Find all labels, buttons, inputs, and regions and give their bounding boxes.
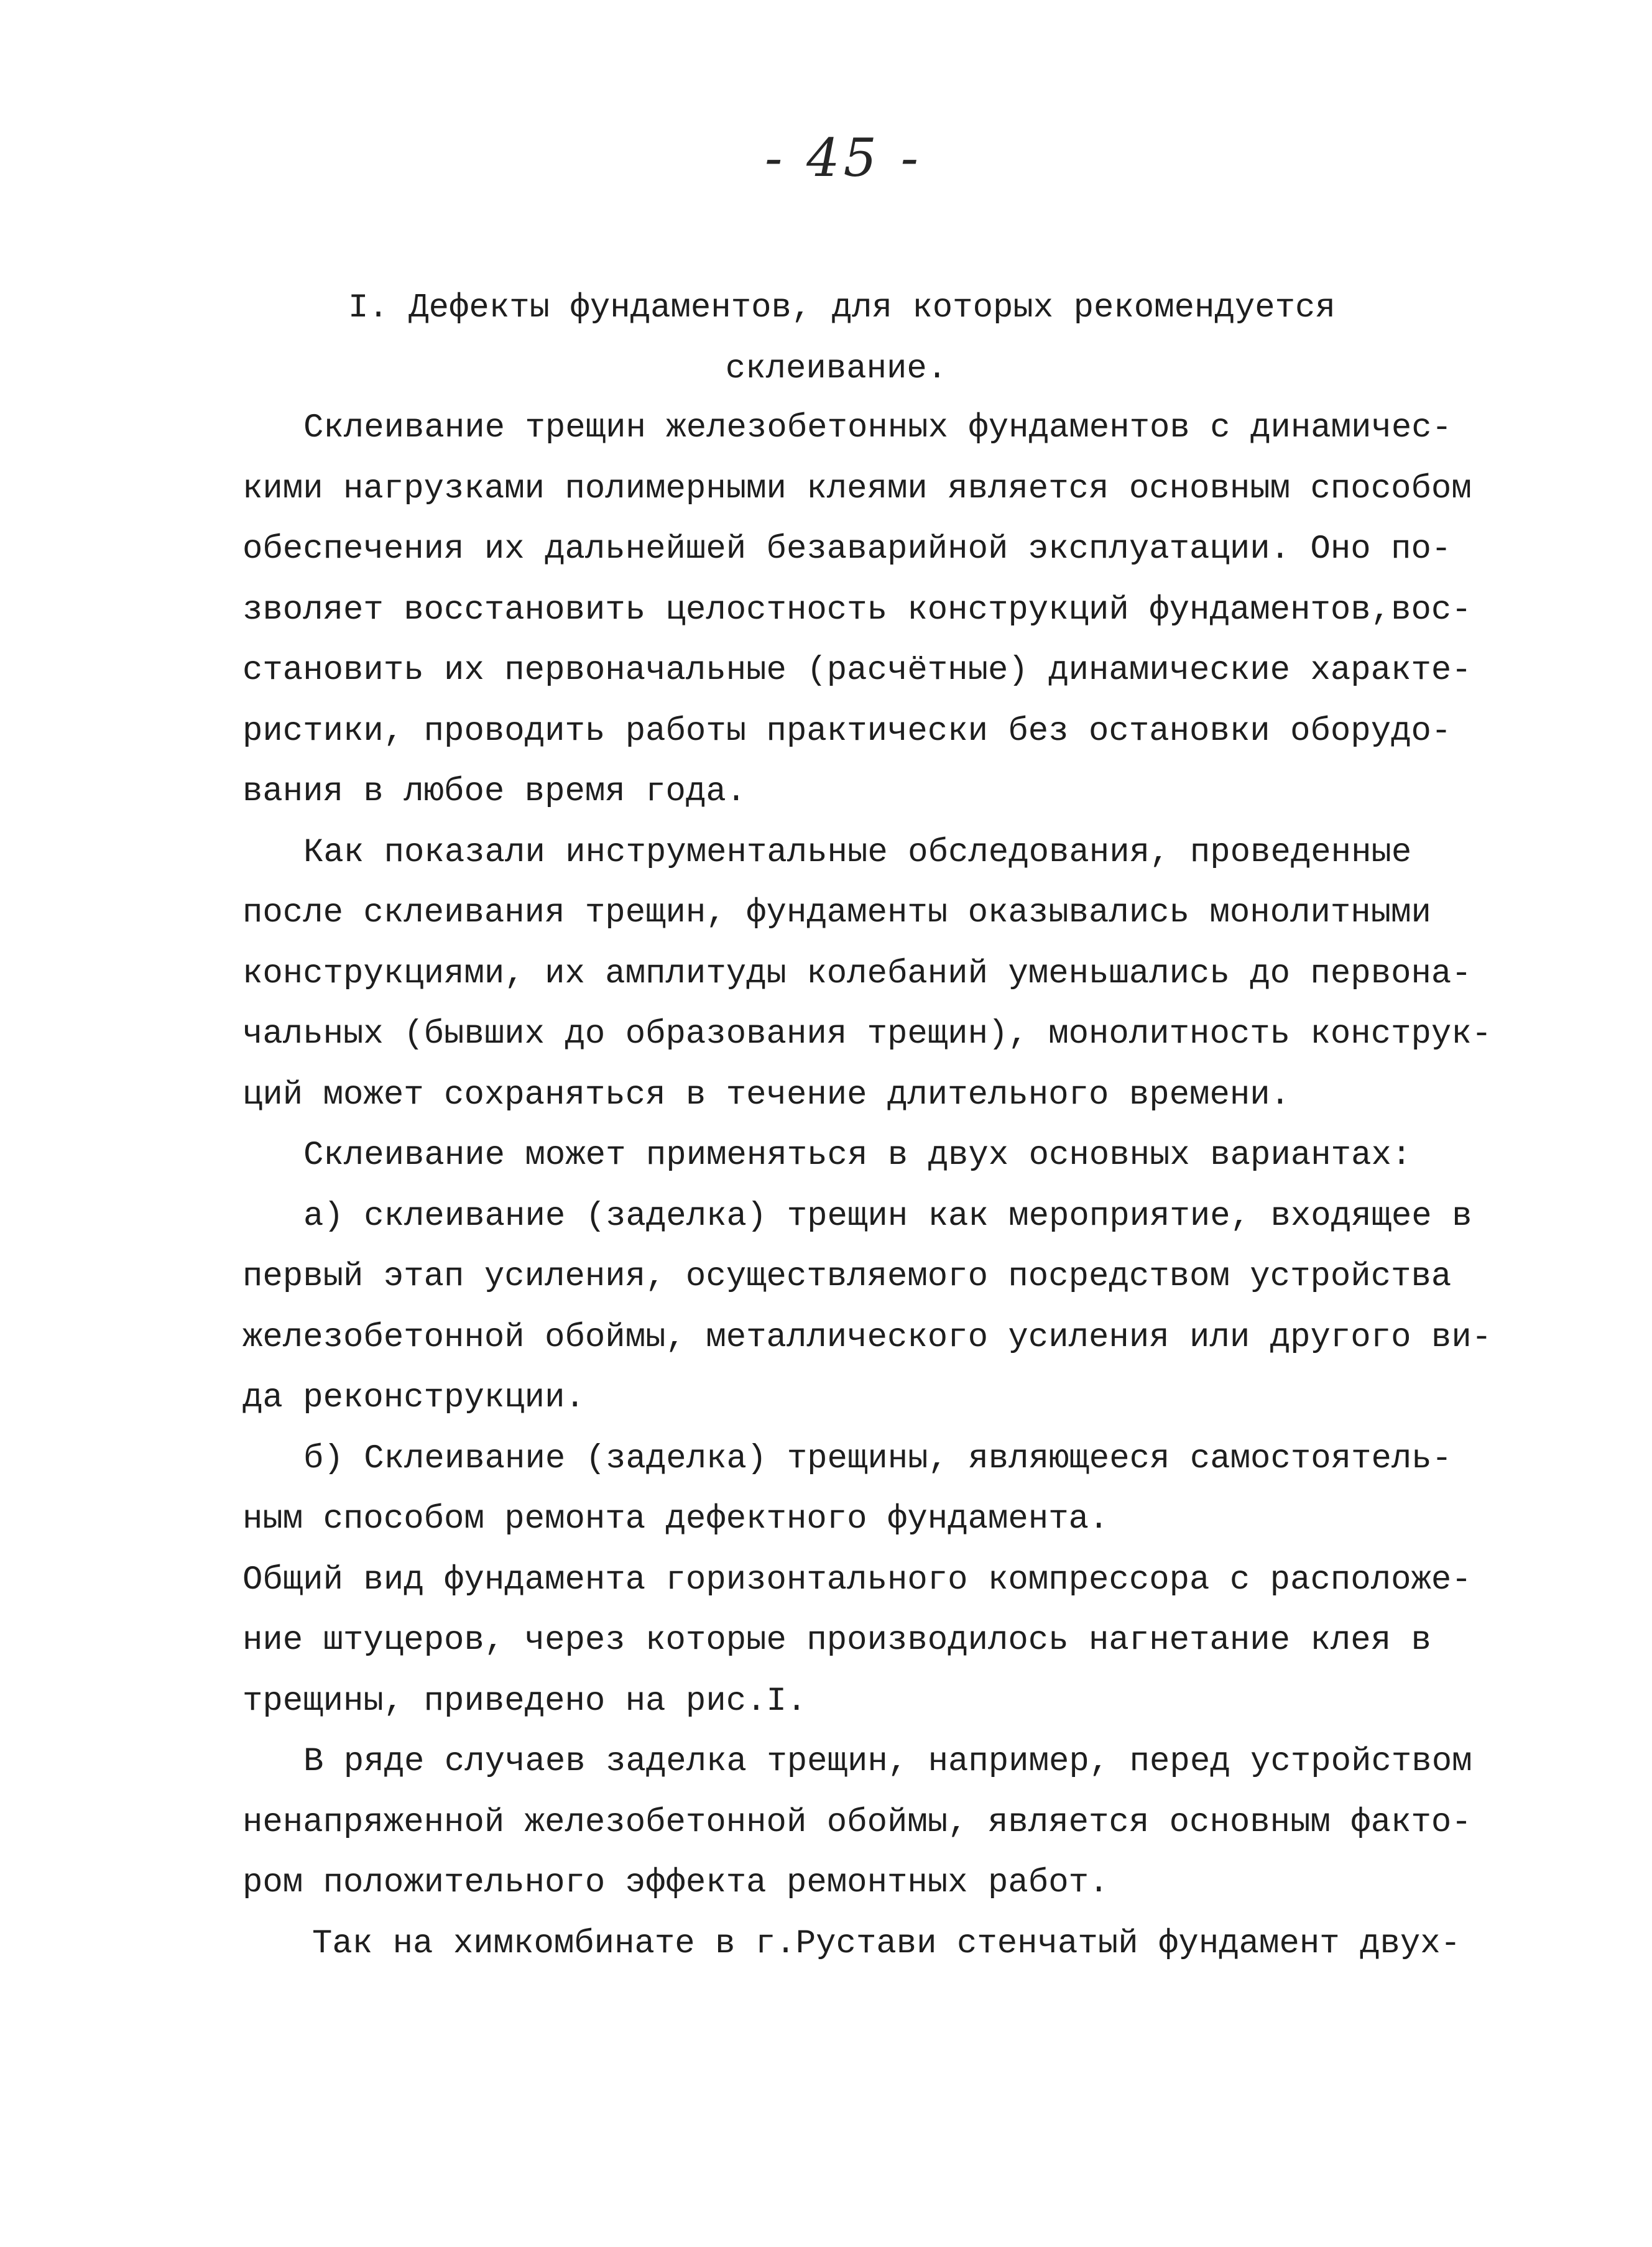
text-line: Склеивание трещин железобетонных фундаментов с динамичес- xyxy=(303,409,1452,447)
text-line: Как показали инструментальные обследования, проведенные xyxy=(303,833,1412,872)
page-number: - 45 - xyxy=(765,127,923,188)
text-line: обеспечения их дальнейшей безаварийной эксплуатации. Оно по- xyxy=(242,530,1452,568)
paragraph-3 xyxy=(242,1125,1424,1186)
text-line: железобетонной обоймы, металлического усиления или другого ви- xyxy=(242,1318,1492,1357)
text-line: трещины, приведено на рис.I. xyxy=(242,1682,807,1720)
text-line: В ряде случаев заделка трещин, например, перед устройством xyxy=(303,1743,1472,1781)
text-line: кими нагрузками полимерными клеями является основным способом xyxy=(242,469,1472,508)
paragraph-6 xyxy=(242,1550,1472,1732)
text-line: становить их первоначальные (расчётные) динамические характе- xyxy=(242,652,1472,690)
text-line: Так на химкомбинате в г.Рустави стенчатый фундамент двух- xyxy=(312,1924,1461,1963)
title-line: склеивание. xyxy=(725,349,948,388)
text-line: вания в любое время года. xyxy=(242,773,747,811)
text-line: б) Склеивание (заделка) трещины, являющееся самостоятель- xyxy=(303,1439,1452,1478)
text-line: первый этап усиления, осуществляемого посредством устройства xyxy=(242,1258,1452,1296)
text-line: ристики, проводить работы практически без остановки оборудо- xyxy=(242,712,1452,750)
section-title xyxy=(348,279,1336,400)
paragraph-2 xyxy=(242,823,1492,1126)
paragraph-1 xyxy=(242,398,1472,823)
text-line: после склеивания трещин, фундаменты оказывались монолитными xyxy=(242,894,1431,932)
text-line: ций может сохраняться в течение длительного времени. xyxy=(242,1076,1291,1114)
text-line: да реконструкции. xyxy=(242,1379,585,1417)
paragraph-4 xyxy=(242,1186,1492,1429)
text-line: конструкциями, их амплитуды колебаний уменьшались до первона- xyxy=(242,954,1472,993)
paragraph-7 xyxy=(242,1732,1472,1914)
title-line: I. Дефекты фундаментов, для которых рекомендуется xyxy=(348,289,1336,327)
paragraph-5 xyxy=(242,1429,1452,1550)
text-line: ние штуцеров, через которые производилось нагнетание клея в xyxy=(242,1622,1431,1659)
text-line: зволяет восстановить целостность конструкций фундаментов,вос- xyxy=(242,591,1472,629)
text-line: ром положительного эффекта ремонтных работ. xyxy=(242,1864,1109,1902)
text-line: Общий вид фундамента горизонтального компрессора с расположе- xyxy=(242,1561,1472,1599)
text-line: ным способом ремонта дефектного фундамента. xyxy=(242,1500,1109,1538)
text-line: а) склеивание (заделка) трещин как мероприятие, входящее в xyxy=(303,1197,1472,1235)
paragraph-8 xyxy=(242,1914,1461,1975)
text-line: чальных (бывших до образования трещин), монолитность конструк- xyxy=(242,1015,1492,1053)
body-text xyxy=(242,398,1492,1974)
text-line: ненапряженной железобетонной обоймы, является основным факто- xyxy=(242,1803,1472,1842)
text-line: Склеивание может применяться в двух основных вариантах: xyxy=(303,1137,1412,1174)
